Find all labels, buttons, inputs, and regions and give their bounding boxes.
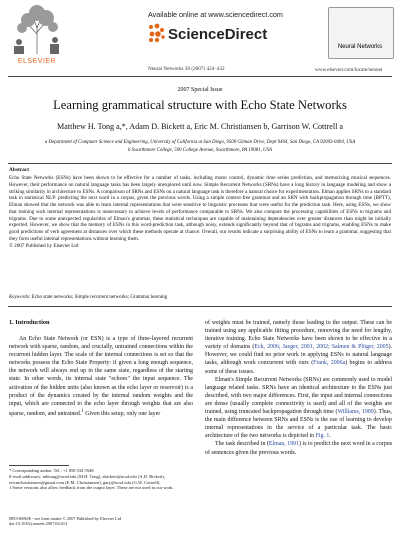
footnote-divider [9,465,69,466]
right-p2-text: Elman's Simple Recurrent Networks (SRNs) are commonly used to model language related tasks. SRNs have an identical architecture to the ESNs just described, with two major differences. First, the input and internal connections are dense (usually complete connectivity is used) and all of the weights are trained, using truncated backpropagation through time ( [205,376,392,416]
intro-paragraph-1: An Echo State Network (or ESN) is a type of three-layered recurrent network with sparse, random, and crucially, untrained connections within the recurrent hidden layer. The scale of the internal connections is set so that the networks possess the Echo State Property: if given a long enough sequence, the network will always end up in the same state, regardless of the starting state. In other words, its internal state "echoes" the input sequence. The activation of the hidden units (also known as the echo layer or reservoir) is a product of the dynamics created by the internal random weights and the input, which are connected to the echo layer through weights that are also sparse, random, and untrained.$^1$ Given this setup, only one layer [9,336,193,417]
author-list: Matthew H. Tong a,*, Adam D. Bickett a, Eric M. Christiansen b, Garrison W. Cottrell a [57,122,343,131]
abstract-heading: Abstract [9,167,30,173]
affiliation-a: a Department of Computer Science and Engineering, University of California at San Diego, 9500 Gilman Drive, Dept 0404, San Diego, CA 92093-0404, USA [44,140,356,145]
citation-link[interactable]: Eck, 2006; Jaeger, 2001, 2002; Salmen & Plöger, 2005 [254,344,389,351]
keywords-line [9,295,391,300]
figure-link[interactable]: Fig. 1 [315,433,330,440]
abstract-text: Echo State Networks (ESNs) have been shown to be effective for a number of tasks, including motor control, dynamic time series prediction, and memorizing musical sequences. However, their performance on natural language tasks has been largely unexplored until now. Simple Recurrent Networks (SRNs) have a long history in language modeling and show a striking similarity in architecture to ESNs. A comparison of SRNs and ESNs on a natural language task is therefore a natural choice for experimentation. Elman applies SRNs to a standard task in statistical NLP: predicting the next word in a corpus, given the previous words. Using a simple context-free grammar and an SRN with backpropagation through time (BPTT), Elman showed that the network was able to learn internal representations that were sensitive to linguistic processes that were useful for the prediction task. Here, using ESNs, we show that training such internal representations is unnecessary to achieve levels of performance comparable to SRNs. We also compare the processing capabilities of ESNs to bigrams and trigrams. Due to some unexpected regularities of Elman's grammar, these statistical techniques are capable of maintaining dependencies over greater distances than might be initially expected. However, we show that the memory of ESNs in this word-prediction task, although noisy, extends significantly beyond that of bigrams and trigrams, enabling ESNs to make good predictions of verb agreement at distances over which these methods operate at chance. Overall, our results indicate a surprising ability of ESNs to learn a grammar, suggesting that they form useful internal representations without learning them. [9,175,391,242]
email-label: E-mail addresses: [9,473,42,479]
right-paragraph-2 [205,376,392,441]
corresponding-author-note: * Corresponding author. Tel.: +1 858 534 5948. [9,468,95,473]
journal-name: Neural Networks [337,44,383,50]
right-p1-end: ) begins to address some of these issues. [205,360,392,375]
special-issue-label: 2007 Special Issue [177,87,223,93]
citation-link[interactable]: Elman, 1991 [268,441,300,448]
footnote-1: 1 Some versions also allow feedback from the output layer. These are not used in our work. [9,485,174,491]
section-heading-introduction: 1. Introduction [9,319,50,326]
right-p3-text: The task described in ( [215,441,269,448]
citation-link[interactable]: Williams, 1989 [337,409,374,416]
right-column [205,319,392,457]
paper-title: Learning grammatical structure with Echo State Networks [53,98,347,112]
intro-p1-tail: Given this setup, only one layer [83,410,161,417]
front-matter [9,516,391,526]
journal-url-link[interactable]: www.elsevier.com/locate/neunet [315,67,383,73]
sciencedirect-logo [146,22,276,44]
issn-line: 0893-6080/$ - see front matter © 2007 Published by Elsevier Ltd [9,516,122,521]
abstract-body [9,175,391,249]
abstract-bottom-divider [8,306,392,307]
right-p3-end: ) is to predict the next word in a corpus of sentences given the previous words. [205,441,393,456]
affiliation-b: b Swarthmore College, 500 College Avenue, Swarthmore, PA 19081, USA [127,148,273,153]
right-p2-end: . [329,433,331,440]
keywords-label: Keywords: [9,295,31,300]
footnotes [9,468,193,491]
elsevier-tree-logo [8,4,66,56]
email-note [9,474,193,486]
right-p1-text: of weights must be trained, namely those leading to the output. These can be trained using any applicable fitting procedure, removing the need for lengthy, iterative training. Echo State Networks have been shown to be effective in a variety of domains ( [205,320,392,351]
journal-reference: Neural Networks 20 (2007) 424–432 [148,66,225,72]
citation-link[interactable]: Frank, 2006a [313,360,346,367]
available-online-text: Available online at www.sciencedirect.com [148,10,283,19]
header-divider [8,76,392,77]
intro-p1-text: An Echo State Network (or ESN) is a type of three-layered recurrent network with sparse, random, and crucially, untrained connections within the recurrent hidden layer. The scale of the internal connections is set so that the networks possess the Echo State Property: if given a long enough sequence, the network will always end up in the same state, regardless of the starting state. In other words, its internal state "echoes" the input sequence. The activation of the hidden units (also known as the echo layer or reservoir) is a product of the dynamics created by the internal random weights and the input, which are connected to the echo layer through weights that are also sparse, random, and untrained. [9,336,193,417]
sciencedirect-wordmark: ScienceDirect [168,26,268,43]
right-paragraph-1 [205,319,392,376]
email-addresses: mhtong@ucsd.edu (M.H. Tong), abickett@ucsd.edu (A.D. Bickett), ericmchristiansen@gmail.com (E.M. Christiansen), gary@ucsd.edu (G.W. Cottrell). [9,473,165,485]
keywords-text: Echo state networks; Simple recurrent networks; Grammar learning [31,295,168,300]
right-p2-mid: ). Thus, the main difference between SRNs and ESNs is the use of learning to develop internal representations in the service of a particular task. The basic architecture of the two networks is depicted in [205,409,392,440]
left-column [9,335,193,418]
publisher-name: ELSEVIER [17,58,57,65]
right-p1-mid: ). However, we could find no prior work in applying ESNs to natural language tasks, although work concurrent with ours ( [205,344,392,367]
right-paragraph-3 [205,440,392,456]
doi-line[interactable]: doi:10.1016/j.neunet.2007.04.013 [9,521,68,527]
abstract-top-divider [8,163,392,164]
journal-cover-box [328,7,394,59]
copyright-line: © 2007 Published by Elsevier Ltd [9,242,79,249]
